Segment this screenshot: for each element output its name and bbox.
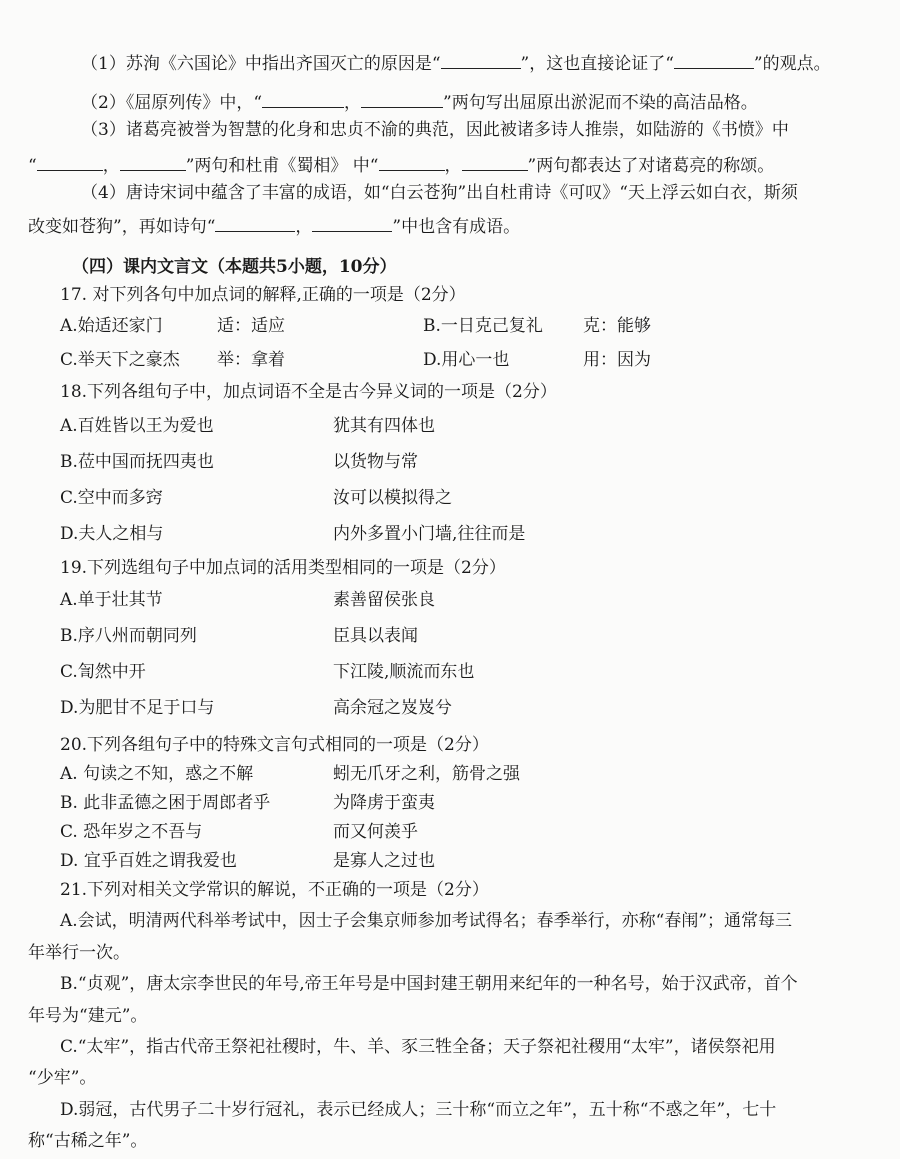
answer-blank[interactable] (215, 215, 295, 232)
q21-option-d-cont: 称“古稀之年”。 (28, 1131, 148, 1151)
answer-blank[interactable] (262, 91, 344, 108)
q21-option-a[interactable]: A.会试，明清两代科举考试中，因士子会集京师参加考试得名；春季举行，亦称“春闱”；通常每三 (60, 911, 793, 931)
question-20-stem: 20.下列各组句子中的特殊文言句式相同的一项是（2分） (60, 735, 489, 755)
q21-option-d[interactable]: D.弱冠，古代男子二十岁行冠礼，表示已经成人；三十称“而立之年”，五十称“不惑之年”，七十 (60, 1100, 777, 1120)
question-18-stem: 18.下列各组句子中，加点词语不全是古今异义词的一项是（2分） (60, 382, 557, 402)
answer-blank[interactable] (120, 154, 186, 171)
q18-option-d[interactable]: D.夫人之相与 (60, 524, 164, 544)
q19-option-c-pair: 下江陵,顺流而东也 (333, 662, 475, 682)
item-number: （2） (81, 93, 126, 114)
q18-option-b-pair: 以货物与常 (333, 452, 418, 472)
q18-option-b[interactable]: B.莅中国而抚四夷也 (60, 452, 214, 472)
question-21-stem: 21.下列对相关文学常识的解说，不正确的一项是（2分） (60, 880, 489, 900)
answer-blank[interactable] (312, 215, 392, 232)
q19-option-a-pair: 素善留侯张良 (333, 590, 435, 610)
q18-option-c-pair: 汝可以模拟得之 (333, 488, 452, 508)
q20-option-a[interactable]: A. 句读之不知，惑之不解 (60, 764, 254, 784)
q19-option-d[interactable]: D.为肥甘不足于口与 (60, 698, 215, 718)
item-text: 改变如苍狗”，再如诗句“ (28, 217, 216, 238)
question-19-stem: 19.下列选组句子中加点词的活用类型相同的一项是（2分） (60, 558, 506, 578)
q19-option-b[interactable]: B.序八州而朝同列 (60, 626, 197, 646)
answer-blank[interactable] (361, 91, 443, 108)
answer-blank[interactable] (37, 154, 103, 171)
item-text: ”，这也直接论证了“ (520, 54, 674, 75)
q18-option-c[interactable]: C.空中而多窍 (60, 488, 163, 508)
fill-item-4-line2 (28, 215, 520, 236)
q20-option-c[interactable]: C. 恐年岁之不吾与 (60, 822, 203, 842)
q18-option-a[interactable]: A.百姓皆以王为爱也 (60, 416, 214, 436)
item-text: ， (444, 156, 462, 177)
item-text: ， (295, 217, 313, 238)
q20-option-d[interactable]: D. 宜乎百姓之谓我爱也 (60, 851, 237, 871)
q21-option-a-cont: 年举行一次。 (28, 943, 130, 963)
item-number: （4） (81, 183, 126, 203)
q20-option-a-pair: 蚓无爪牙之利，筋骨之强 (333, 764, 520, 784)
q21-option-c-cont: “少牢”。 (28, 1068, 97, 1088)
answer-blank[interactable] (441, 52, 521, 69)
q18-option-a-pair: 犹其有四体也 (333, 416, 435, 436)
item-text: 苏洵《六国论》中指出齐国灭亡的原因是“ (125, 54, 441, 75)
answer-blank[interactable] (674, 52, 754, 69)
q20-option-b-pair: 为降虏于蛮夷 (333, 793, 435, 813)
q17-option-c[interactable]: C.举天下之豪杰 举：拿着 (60, 350, 285, 370)
item-text: ”两句都表达了对诸葛亮的称颂。 (527, 156, 775, 177)
item-text: ”的观点。 (753, 54, 831, 75)
item-number: （1） (81, 54, 126, 75)
fill-item-1 (81, 52, 831, 73)
q19-option-a[interactable]: A.单于壮其节 (60, 590, 163, 610)
q18-option-d-pair: 内外多置小门墙,往往而是 (333, 524, 526, 544)
q17-option-b[interactable]: B.一日克己复礼 克：能够 (423, 316, 651, 336)
q21-option-c[interactable]: C.“太牢”，指古代帝王祭祀社稷时，牛、羊、豕三牲全备；天子祭祀社稷用“太牢”，诸侯祭祀用 (60, 1037, 776, 1057)
q20-option-c-pair: 而又何羡乎 (333, 822, 418, 842)
item-text: ”中也含有成语。 (392, 217, 521, 238)
q17-option-a[interactable]: A.始适还家门 适：适应 (60, 316, 285, 336)
item-number: （3） (81, 120, 126, 140)
q19-option-d-pair: 高余冠之岌岌兮 (333, 698, 452, 718)
q19-option-c[interactable]: C.訇然中开 (60, 662, 146, 682)
q21-option-b[interactable]: B.“贞观”，唐太宗李世民的年号,帝王年号是中国封建王朝用来纪年的一种名号，始于汉武帝，首个 (60, 974, 798, 994)
fill-item-3-line2 (28, 154, 774, 175)
item-text: ， (102, 156, 120, 177)
question-17-stem: 17. 对下列各句中加点词的解释,正确的一项是（2分） (60, 285, 466, 305)
q20-option-d-pair: 是寡人之过也 (333, 851, 435, 871)
fill-item-3 (81, 122, 789, 139)
item-text: ”两句写出屈原出淤泥而不染的高洁品格。 (443, 93, 758, 114)
q17-option-d[interactable]: D.用心一也 用：因为 (423, 350, 651, 370)
q20-option-b[interactable]: B. 此非孟德之困于周郎者乎 (60, 793, 271, 813)
item-text: ， (344, 93, 362, 114)
q21-option-b-cont: 年号为“建元”。 (28, 1006, 148, 1026)
item-text: 唐诗宋词中蕴含了丰富的成语，如“白云苍狗”出自杜甫诗《可叹》“天上浮云如白衣，斯须 (125, 183, 798, 203)
answer-blank[interactable] (379, 154, 445, 171)
item-text: 诸葛亮被誉为智慧的化身和忠贞不渝的典范，因此被诸多诗人推崇，如陆游的《书愤》中 (125, 120, 789, 140)
q19-option-b-pair: 臣具以表闻 (333, 626, 418, 646)
fill-item-4 (81, 185, 798, 202)
answer-blank[interactable] (462, 154, 528, 171)
section-heading: （四）课内文言文（本题共5小题，10分） (72, 257, 397, 277)
item-text: “ (28, 156, 37, 177)
item-text: 《屈原列传》中，“ (125, 93, 263, 114)
fill-item-2 (81, 91, 758, 112)
item-text: ”两句和杜甫《蜀相》 中“ (185, 156, 379, 177)
